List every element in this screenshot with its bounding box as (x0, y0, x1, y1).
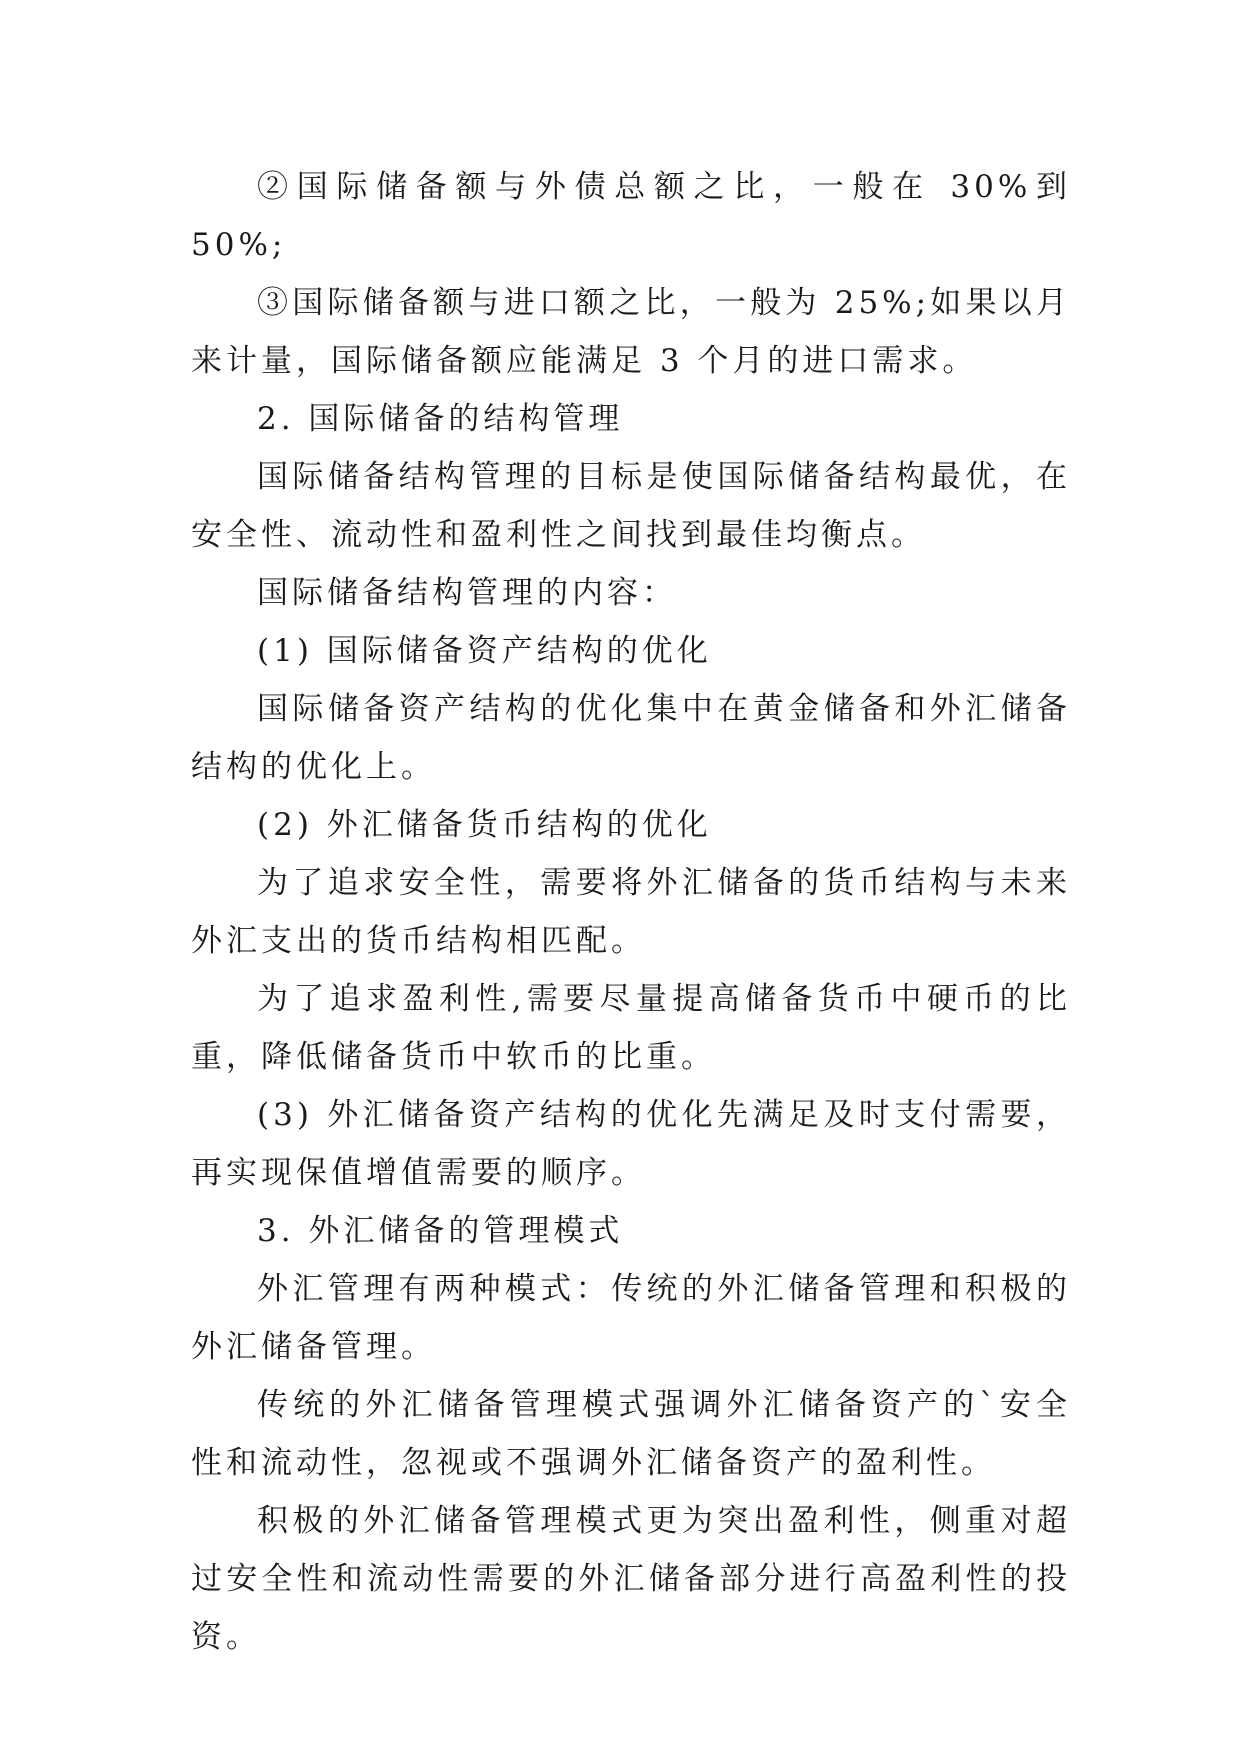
subheading-currency-structure: (2) 外汇储备货币结构的优化 (257, 807, 712, 843)
paragraph-reserve-to-debt-ratio: ②国际储备额与外债总额之比，一般在 30%到 50%; (191, 169, 1071, 263)
paragraph-traditional-mode: 传统的外汇储备管理模式强调外汇储备资产的`安全性和流动性，忽视或不强调外汇储备资产的盈利性。 (191, 1387, 1071, 1481)
document-body (191, 158, 1071, 1666)
paragraph-structure-goal: 国际储备结构管理的目标是使国际储备结构最优，在安全性、流动性和盈利性之间找到最佳均衡点。 (191, 459, 1071, 553)
paragraph-safety: 为了追求安全性，需要将外汇储备的货币结构与未来外汇支出的货币结构相匹配。 (191, 865, 1071, 959)
paragraph-asset-structure: 国际储备资产结构的优化集中在黄金储备和外汇储备结构的优化上。 (191, 691, 1071, 785)
paragraph-forex-asset-structure: (3) 外汇储备资产结构的优化先满足及时支付需要，再实现保值增值需要的顺序。 (191, 1097, 1071, 1191)
paragraph-reserve-to-import-ratio: ③国际储备额与进口额之比，一般为 25%;如果以月来计量，国际储备额应能满足 3 个月的进口需求。 (191, 285, 1071, 379)
paragraph-two-modes: 外汇管理有两种模式：传统的外汇储备管理和积极的外汇储备管理。 (191, 1271, 1071, 1365)
paragraph-active-mode: 积极的外汇储备管理模式更为突出盈利性，侧重对超过安全性和流动性需要的外汇储备部分进行高盈利性的投资。 (191, 1503, 1071, 1655)
paragraph-structure-content: 国际储备结构管理的内容： (257, 575, 677, 611)
section-heading-management-mode: 3. 外汇储备的管理模式 (257, 1213, 624, 1249)
section-heading-structure-management: 2. 国际储备的结构管理 (257, 401, 624, 437)
subheading-asset-structure: (1) 国际储备资产结构的优化 (257, 633, 712, 669)
paragraph-profitability: 为了追求盈利性,需要尽量提高储备货币中硬币的比重，降低储备货币中软币的比重。 (191, 981, 1071, 1075)
